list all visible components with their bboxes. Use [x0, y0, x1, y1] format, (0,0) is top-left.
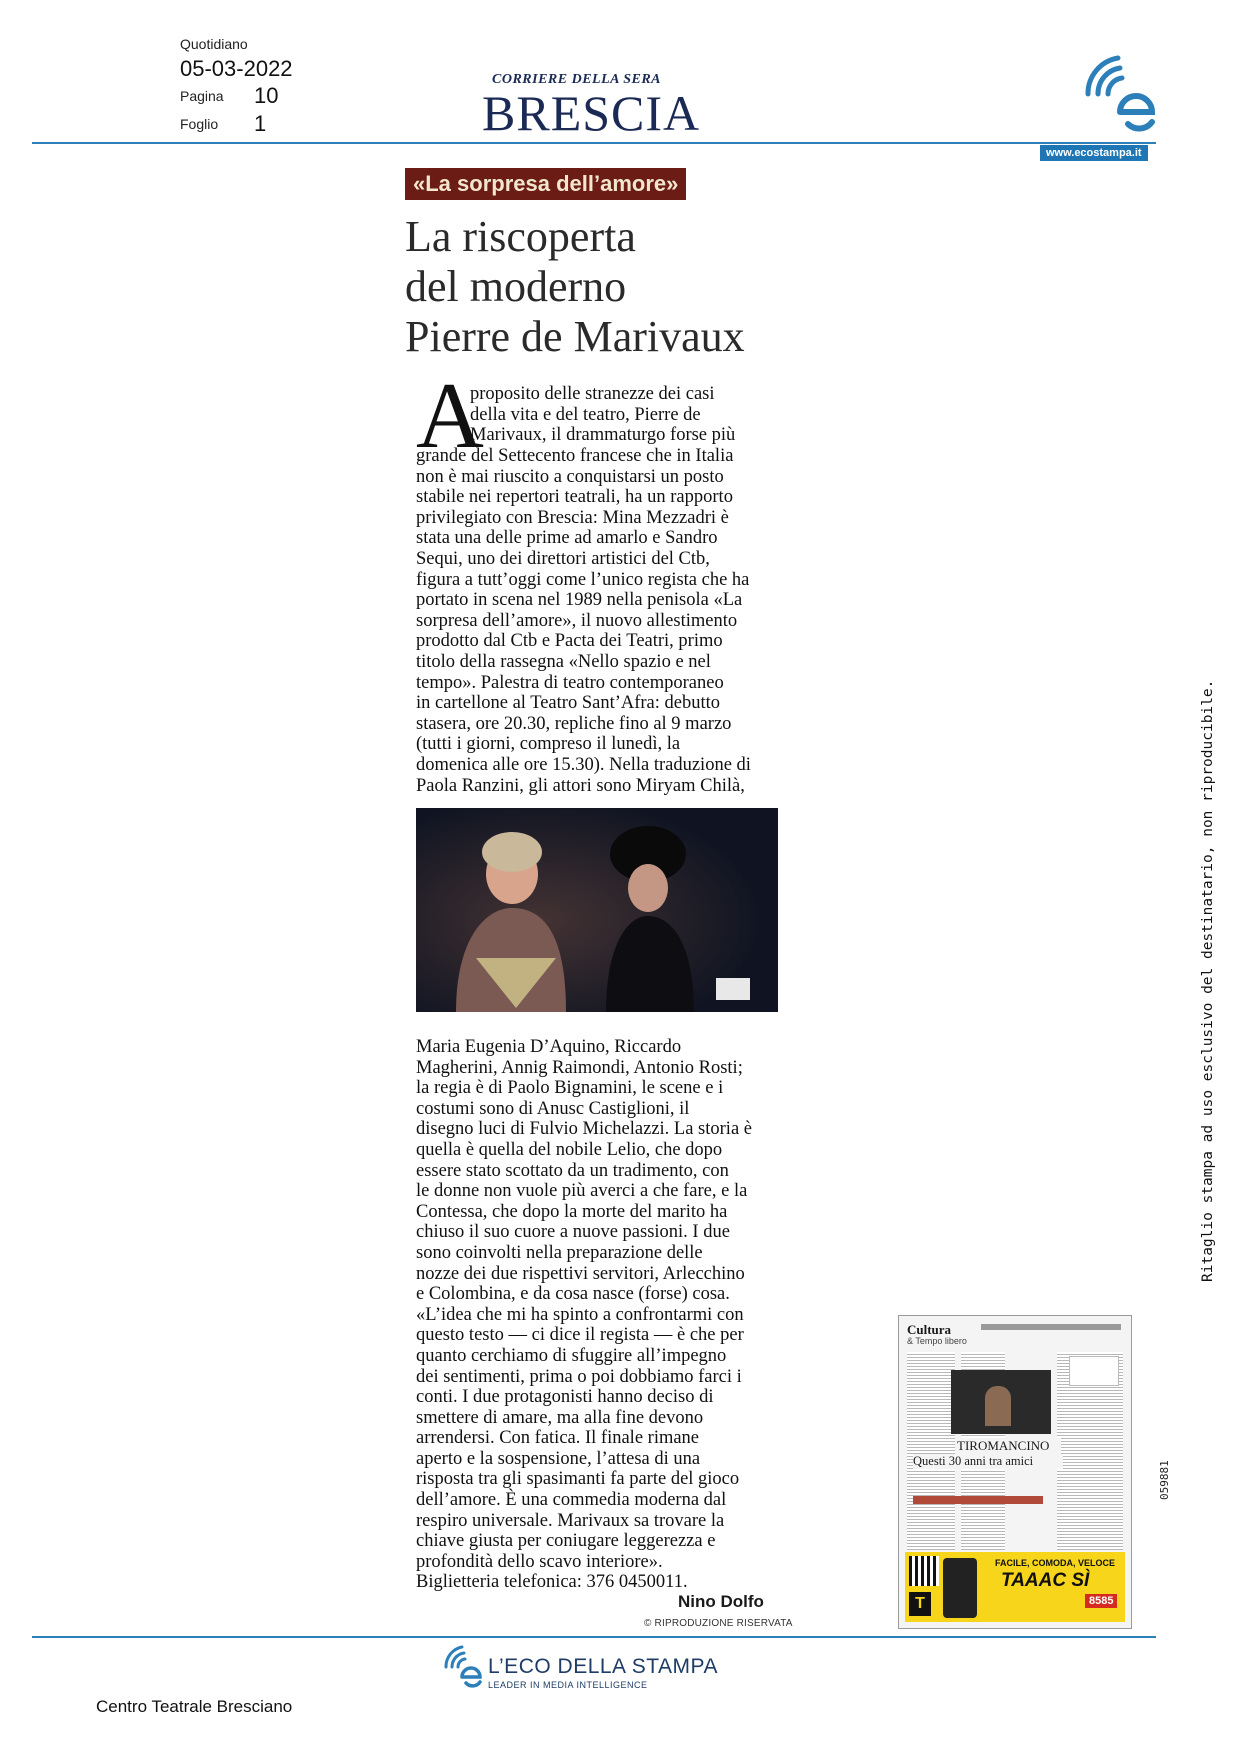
qr-code-icon [909, 1556, 939, 1586]
thumb-advert [905, 1552, 1125, 1622]
body-line: nozze dei due rispettivi servitori, Arlecchino [416, 1263, 745, 1284]
body-line: privilegiato con Brescia: Mina Mezzadri è [416, 507, 729, 528]
sheet-label: Foglio [180, 116, 219, 132]
body-line: (tutti i giorni, compreso il lunedì, la [416, 734, 681, 755]
body-line: grande del Settecento francese che in Italia [416, 446, 734, 466]
body-line: profondità dello scavo interiore». [416, 1551, 663, 1572]
body-line: portato in scena nel 1989 nella penisola «La [416, 590, 743, 611]
body-line: tempo». Palestra di teatro contemporaneo [416, 672, 724, 693]
footer-brand: L’ECO DELLA STAMPA [488, 1655, 718, 1678]
body-line: Magherini, Annig Raimondi, Antonio Rosti; [416, 1057, 743, 1078]
article-body-part2 [416, 1037, 752, 1593]
article-author: Nino Dolfo [678, 1592, 764, 1611]
thumb-box [1069, 1356, 1119, 1386]
publication-date: 05-03-2022 [180, 56, 293, 81]
body-line: prodotto dal Ctb e Pacta dei Teatri, primo [416, 631, 723, 652]
body-line: aperto e la sospensione, l’attesa di una [416, 1448, 701, 1469]
body-line: in cartellone al Teatro Sant’Afra: debutto [416, 693, 721, 714]
body-line: le donne non vuole più averci a che fare, e la [416, 1181, 748, 1202]
body-line: chiave giusta per coniugare leggerezza e [416, 1531, 716, 1552]
site-url[interactable]: www.ecostampa.it [1040, 145, 1148, 161]
thumb-photo-figure [985, 1386, 1011, 1426]
body-line: stasera, ore 20.30, repliche fino al 9 marzo [416, 713, 732, 734]
page-number: 10 [254, 83, 279, 108]
body-line: quella è quella del nobile Lelio, che dopo [416, 1139, 723, 1160]
body-line: Sequi, uno dei direttori artistici del Ctb, [416, 548, 710, 569]
thumb-headline-bar [981, 1324, 1121, 1330]
thumb-section: Cultura [907, 1322, 952, 1337]
thumb-feature-title: TIROMANCINO [957, 1438, 1061, 1454]
eco-della-stampa-logo-icon [444, 1643, 484, 1689]
body-line: Contessa, che dopo la morte del marito ha [416, 1201, 728, 1222]
publication-type-label: Quotidiano [180, 36, 248, 52]
copyright-notice: © RIPRODUZIONE RISERVATA [644, 1618, 793, 1629]
body-line: sorpresa dell’amore», il nuovo allestimento [416, 610, 738, 631]
drop-cap: A [416, 364, 484, 468]
body-line: essere stato scottato da un tradimento, con [416, 1160, 729, 1181]
header-rule [32, 142, 1156, 144]
body-line: titolo della rassegna «Nello spazio e nel [416, 651, 711, 672]
body-line: questo testo — ci dice il regista — è che per [416, 1325, 744, 1346]
body-line: arrendersi. Con fatica. Il finale rimane [416, 1428, 700, 1449]
body-line: sono coinvolti nella preparazione delle [416, 1242, 703, 1263]
body-line: conti. I due protagonisti hanno deciso di [416, 1387, 714, 1408]
body-line: non è mai riuscito a conquistarsi un posto [416, 466, 724, 487]
body-line: dell’amore. È una commedia moderna dal [416, 1490, 727, 1511]
headline-line: del moderno [405, 262, 627, 311]
body-line: dei sentimenti, prima o poi dobbiamo farci i [416, 1366, 742, 1387]
page-label: Pagina [180, 88, 224, 104]
sheet-number: 1 [254, 111, 267, 136]
body-line: «L’idea che mi ha spinto a confrontarmi con [416, 1304, 744, 1325]
thumb-red-bar [913, 1496, 1043, 1504]
article-intro [470, 384, 735, 446]
body-line: Paola Ranzini, gli attori sono Miryam Chilà, [416, 775, 745, 796]
stage-photo [416, 808, 778, 1012]
masthead-newspaper: CORRIERE DELLA SERA [492, 72, 662, 87]
body-line: della vita e del teatro, Pierre de [470, 404, 701, 425]
body-line: Maria Eugenia D’Aquino, Riccardo [416, 1037, 682, 1057]
body-line: respiro universale. Marivaux sa trovare la [416, 1510, 725, 1531]
thumb-section-sub: & Tempo libero [907, 1336, 967, 1346]
body-line: Marivaux, il drammaturgo forse più [470, 425, 736, 446]
headline-line: Pierre de Marivaux [405, 312, 745, 361]
ad-slogan: FACILE, COMODA, VELOCE [995, 1558, 1116, 1568]
article-body-part1 [416, 446, 751, 796]
thumb-photo [951, 1370, 1051, 1434]
article-kicker: «La sorpresa dell’amore» [405, 168, 686, 200]
body-line: chiuso il suo cuore a nuove passioni. I due [416, 1222, 730, 1243]
client-name: Centro Teatrale Bresciano [96, 1697, 293, 1716]
ad-number: 8585 [1085, 1594, 1117, 1608]
body-line: e Colombina, e da cosa nasce (forse) cosa. [416, 1284, 730, 1305]
body-line: la regia è di Paolo Bignamini, le scene e i [416, 1078, 724, 1099]
body-line: stabile nei repertori teatrali, ha un rapporto [416, 487, 733, 508]
phone-icon [943, 1558, 977, 1618]
body-line: domenica alle ore 15.30). Nella traduzione di [416, 754, 751, 775]
headline-line: La riscoperta [405, 212, 636, 261]
body-line: stata una delle prime ad amarlo e Sandro [416, 528, 718, 549]
thumb-feature-sub: Questi 30 anni tra amici [913, 1454, 1063, 1469]
ad-title: TAAAC SÌ [1001, 1570, 1090, 1591]
thumb-column [907, 1352, 955, 1550]
archive-code: 059881 [1158, 1460, 1171, 1500]
article-headline [405, 212, 745, 362]
reproduction-notice: Ritaglio stampa ad uso esclusivo del destinatario, non riproducibile. [1200, 679, 1216, 1282]
masthead-city: BRESCIA [482, 85, 701, 141]
footer-tagline: LEADER IN MEDIA INTELLIGENCE [488, 1680, 648, 1690]
footer-rule [32, 1636, 1156, 1638]
body-line: quanto cerchiamo di sfuggire all’impegno [416, 1345, 727, 1366]
body-line: proposito delle stranezze dei casi [470, 384, 715, 404]
page-thumbnail [898, 1315, 1132, 1629]
body-line: Biglietteria telefonica: 376 0450011. [416, 1572, 688, 1593]
body-line: figura a tutt’oggi come l’unico regista che ha [416, 569, 750, 590]
t-logo-icon: T [909, 1592, 931, 1616]
ecostampa-logo-icon [1084, 52, 1158, 134]
body-line: smettere di amare, ma alla fine devono [416, 1407, 704, 1428]
body-line: disegno luci di Fulvio Michelazzi. La storia è [416, 1119, 752, 1140]
body-line: costumi sono di Anusc Castiglioni, il [416, 1098, 690, 1119]
body-line: risposta tra gli spasimanti fa parte del gioco [416, 1469, 740, 1490]
